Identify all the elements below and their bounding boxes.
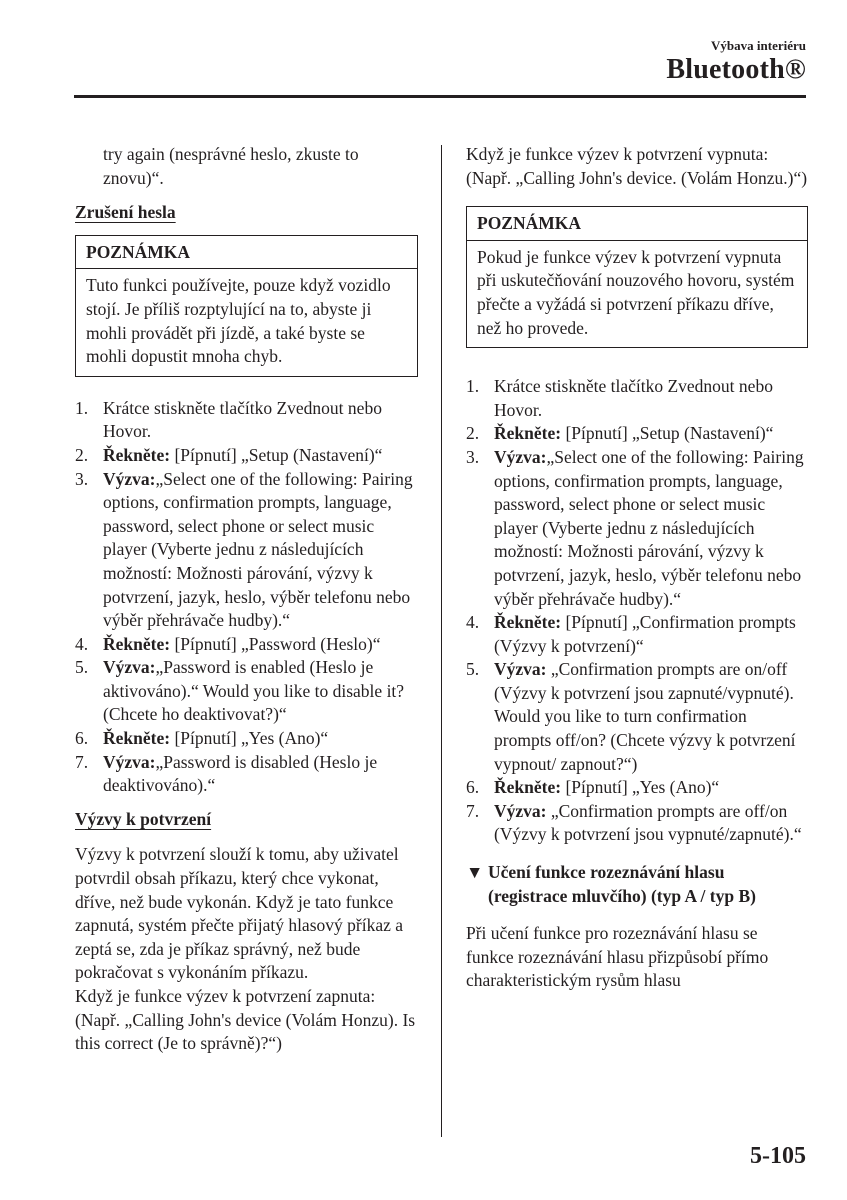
list-item [75, 444, 418, 468]
step-number: 2. [75, 444, 89, 465]
step-text: [Pípnutí] „Setup (Nastavení)“ [170, 444, 383, 465]
list-item [75, 727, 418, 751]
note-box [466, 206, 808, 348]
right-column [466, 143, 808, 993]
steps-list [466, 375, 808, 847]
note-body: Pokud je funkce výzev k potvrzení vypnuta při uskutečňování nouzového hovoru, systém přečte a vyžádá si potvrzení příkazu dříve, než ho provede. [477, 246, 795, 338]
list-item [466, 446, 808, 611]
step-label: Řekněte: [494, 612, 562, 633]
list-item [466, 800, 808, 847]
step-label: Výzva: [103, 657, 156, 678]
step-number: 5. [75, 657, 89, 678]
list-item [466, 658, 808, 776]
step-number: 1. [466, 376, 480, 397]
step-text: „Password is disabled (Heslo je deaktivováno).“ [103, 751, 378, 796]
list-item [75, 633, 418, 657]
right-paragraph-1: Při učení funkce pro rozeznávání hlasu se funkce rozeznávání hlasu přizpůsobí přímo charakteristickým rysům hlasu [466, 923, 769, 991]
section-heading [466, 861, 808, 908]
section-heading-text: Učení funkce rozeznávání hlasu (registrace mluvčího) (typ A / typ B) [488, 862, 756, 906]
step-label: Výzva: [494, 446, 547, 467]
step-number: 2. [466, 423, 480, 444]
step-number: 7. [75, 751, 89, 772]
list-item [75, 751, 418, 798]
step-label: Výzva: [494, 659, 547, 680]
page-number: 5-105 [750, 1143, 806, 1169]
step-text: [Pípnutí] „Confirmation prompts (Výzvy k potvrzení)“ [494, 612, 796, 656]
note-title: POZNÁMKA [467, 207, 807, 241]
list-item [75, 468, 418, 633]
steps-list [75, 397, 418, 798]
step-text: [Pípnutí] „Yes (Ano)“ [561, 777, 720, 798]
list-item [466, 375, 808, 422]
step-text: [Pípnutí] „Setup (Nastavení)“ [561, 423, 774, 444]
note-body: Tuto funkci používejte, pouze když vozidlo stojí. Je příliš rozptylující na to, abyste ji mohli provádět při jízdě, a také byste se mohli dopustit mnoha chyb. [86, 275, 391, 367]
step-label: Řekněte: [103, 633, 171, 654]
step-number: 5. [466, 659, 480, 680]
step-text: Krátce stiskněte tlačítko Zvednout nebo Hovor. [494, 376, 773, 420]
page-title: Bluetooth® [666, 54, 806, 85]
left-paragraph-1: Výzvy k potvrzení slouží k tomu, aby uživatel potvrdil obsah příkazu, který chce vykonat, dříve, než bude vykonán. Když je tato funkce zapnutá, systém přečte přijatý hlasový příkaz a zeptá se, zda je příkaz správný, než bude pokračovat s vykonáním příkazu. [75, 844, 404, 983]
step-text: [Pípnutí] „Password (Heslo)“ [170, 633, 381, 654]
step-label: Řekněte: [103, 728, 171, 749]
header-section-label: Výbava interiéru [711, 38, 806, 53]
step-label: Výzva: [494, 800, 547, 821]
step-number: 6. [75, 728, 89, 749]
step-label: Řekněte: [494, 423, 562, 444]
step-number: 4. [75, 633, 89, 654]
left-column [75, 143, 418, 1056]
step-number: 3. [466, 446, 480, 467]
list-item [466, 611, 808, 658]
right-intro-text: Když je funkce výzev k potvrzení vypnuta: (Např. „Calling John's device. (Volám Honzu.)“) [466, 144, 808, 188]
step-text: „Password is enabled (Heslo je aktivováno).“ Would you like to disable it? (Chcete ho deaktivovat?)“ [103, 657, 405, 725]
step-label: Výzva: [103, 468, 156, 489]
step-text: „Confirmation prompts are on/off (Výzvy k potvrzení jsou zapnuté/vypnuté). Would you like to turn confirmation prompts off/on? (Chcete výzvy k potvrzení vypnout/ zapnout?“) [494, 659, 796, 774]
subheading-confirmation-prompts: Výzvy k potvrzení [75, 808, 212, 829]
step-text: „Select one of the following: Pairing options, confirmation prompts, language, password, select phone or select music player (Vyberte jednu z následujících možností: Možnosti párování, výzvy k potvrzení, jazyk, heslo, výběr telefonu nebo výběr přehrávače hudby).“ [494, 446, 804, 609]
left-paragraph-2: Když je funkce výzev k potvrzení zapnuta: (Např. „Calling John's device (Volám Honzu). Is this correct (Je to správně)?“) [75, 986, 416, 1054]
step-number: 6. [466, 777, 480, 798]
step-label: Řekněte: [103, 444, 171, 465]
step-text: Krátce stiskněte tlačítko Zvednout nebo Hovor. [103, 397, 382, 442]
list-item [75, 397, 418, 444]
step-text: „Confirmation prompts are off/on (Výzvy k potvrzení jsou vypnuté/zapnuté).“ [494, 800, 802, 845]
column-divider [441, 145, 442, 1137]
step-text: „Select one of the following: Pairing options, confirmation prompts, language, password, select phone or select music player (Vyberte jednu z následujících možností: Možnosti párování, výzvy k potvrzení, jazyk, heslo, výběr telefonu nebo výběr přehrávače hudby).“ [103, 468, 413, 631]
note-box [75, 235, 418, 377]
subheading-password-cancel: Zrušení hesla [75, 202, 176, 223]
note-title: POZNÁMKA [76, 236, 417, 270]
step-number: 7. [466, 800, 480, 821]
step-number: 4. [466, 612, 480, 633]
step-label: Výzva: [103, 751, 156, 772]
step-number: 3. [75, 468, 89, 489]
step-number: 1. [75, 397, 89, 418]
step-label: Řekněte: [494, 777, 562, 798]
triangle-down-icon: ▼ [466, 862, 484, 883]
step-text: [Pípnutí] „Yes (Ano)“ [170, 728, 329, 749]
left-intro-text: try again (nesprávné heslo, zkuste to znovu)“. [103, 144, 359, 188]
header-rule [74, 95, 806, 98]
list-item [466, 422, 808, 446]
list-item [75, 656, 418, 727]
list-item [466, 776, 808, 800]
